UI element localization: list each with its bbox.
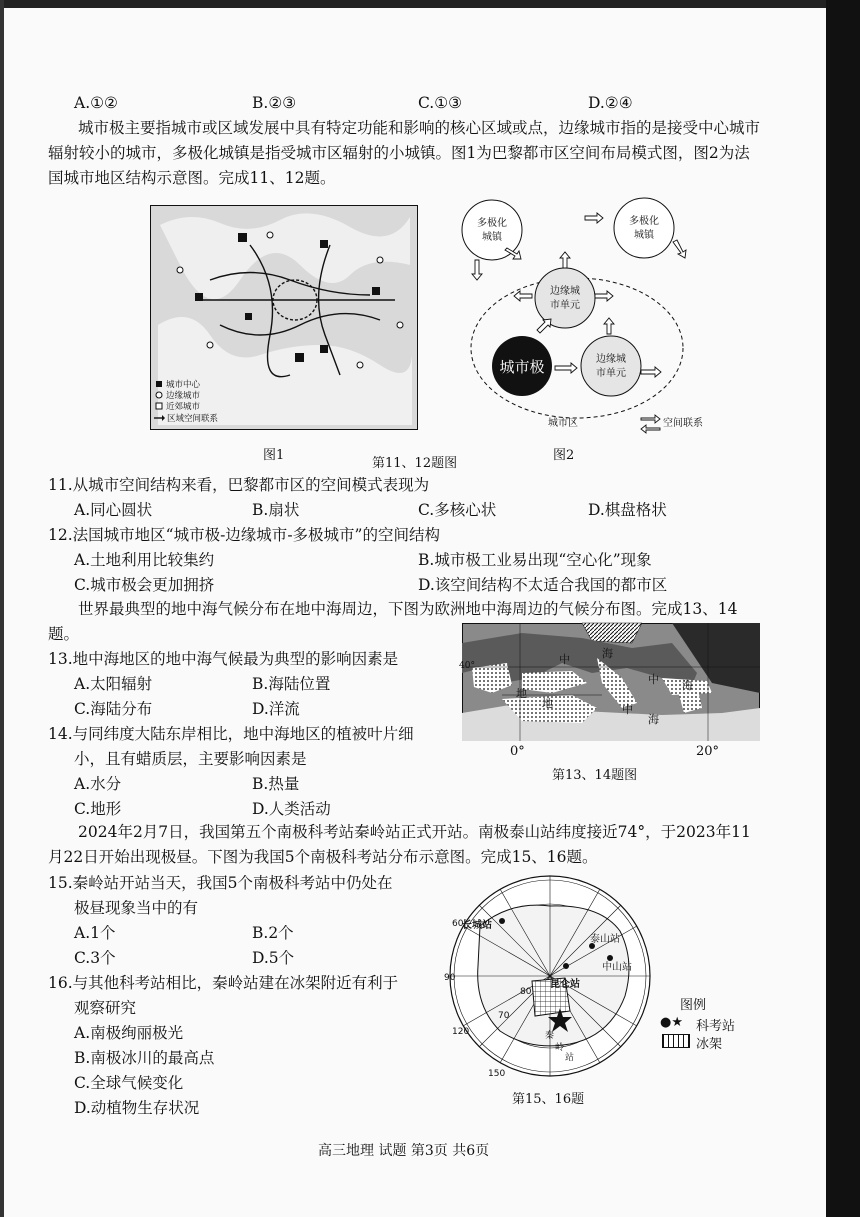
scan-border-left <box>0 0 4 1217</box>
lon-label-150: 150 <box>488 1069 506 1079</box>
antarctic-caption: 第15、16题 <box>512 1092 585 1107</box>
map13-lon0: 0° <box>510 744 525 759</box>
lat-label-80: 80 <box>520 987 532 997</box>
page-footer: 高三地理 试题 第3页 共6页 <box>318 1143 490 1159</box>
q15-option-b: B.2个 <box>252 924 294 942</box>
map13-char-8: 海 <box>682 679 693 692</box>
antarctic-legend-ice: 冰架 <box>696 1037 723 1052</box>
figure-2-caption: 图2 <box>553 448 575 463</box>
fig1-legend-link: 区域空间联系 <box>167 414 219 424</box>
fig2-legend-label: 空间联系 <box>663 418 703 429</box>
figure-1-caption: 图1 <box>263 448 285 463</box>
option-d-q10: D.②④ <box>588 94 633 112</box>
q15-stem-line2: 极昼现象当中的有 <box>74 899 199 917</box>
q12-option-b: B.城市极工业易出现“空心化”现象 <box>418 551 652 569</box>
lat-label-70: 70 <box>498 1011 510 1021</box>
figure-group-caption: 第11、12题图 <box>372 456 458 471</box>
lon-label-90: 90 <box>444 973 456 983</box>
fig2-node-edge2-line1: 边缘城 <box>596 354 626 365</box>
q16-option-d: D.动植物生存状况 <box>74 1099 200 1117</box>
q16-option-b: B.南极冰川的最高点 <box>74 1049 215 1067</box>
antarctic-legend-station: 科考站 <box>696 1019 736 1034</box>
q14-option-c: C.地形 <box>74 800 122 818</box>
fig1-legend-edge: 边缘城市 <box>166 391 201 401</box>
q13-stem: 13.地中海地区的地中海气候最为典型的影响因素是 <box>48 650 399 668</box>
fig2-area-label: 城市区 <box>548 418 578 429</box>
fig1-legend-suburb: 近郊城市 <box>166 402 201 412</box>
q14-option-b: B.热量 <box>252 775 300 793</box>
fig2-node-pole: 城市极 <box>499 358 545 376</box>
q14-option-d: D.人类活动 <box>252 800 331 818</box>
antarctic-stations-map <box>440 866 670 1082</box>
q11-option-a: A.同心圆状 <box>74 501 153 519</box>
fig2-node-edge1-line2: 市单元 <box>550 300 580 311</box>
option-c-q10: C.①③ <box>418 94 463 112</box>
intro-q15-16: 2024年2月7日，我国第五个南极科考站秦岭站正式开站。南极泰山站纬度接近74°，于2023年11月22日开始出现极昼。下图为我国5个南极科考站分布示意图。完成15、16题。 <box>48 823 751 866</box>
q14-stem-line2: 小，且有蜡质层，主要影响因素是 <box>74 750 307 768</box>
figure-1-paris-map <box>150 205 418 430</box>
q13-option-a: A.太阳辐射 <box>74 675 153 693</box>
map13-char-2: 海 <box>602 647 613 660</box>
q12-stem: 12.法国城市地区“城市极-边缘城市-多极城市”的空间结构 <box>48 526 440 544</box>
station-label-taishan: 泰山站 <box>590 934 620 945</box>
map13-char-6: 海 <box>648 713 659 726</box>
q15-stem-line1: 15.秦岭站开站当天，我国5个南极科考站中仍处在 <box>48 874 393 892</box>
antarctic-legend-station-icon: ●★ <box>660 1015 683 1030</box>
fig2-node-poly1-line1: 多极化 <box>477 218 507 229</box>
q14-option-a: A.水分 <box>74 775 122 793</box>
q13-option-b: B.海陆位置 <box>252 675 331 693</box>
antarctic-legend-title: 图例 <box>680 998 707 1013</box>
antarctic-legend-ice-swatch <box>662 1034 690 1048</box>
map13-char-3: 地 <box>516 687 527 700</box>
lon-label-120: 120 <box>452 1027 470 1037</box>
mediterranean-climate-map <box>459 623 760 741</box>
q15-option-a: A.1个 <box>74 924 116 942</box>
q15-option-c: C.3个 <box>74 949 116 967</box>
q11-option-c: C.多核心状 <box>418 501 497 519</box>
station-label-qinling-3: 站 <box>565 1053 575 1063</box>
q13-option-d: D.洋流 <box>252 700 300 718</box>
station-label-qinling-2: 岭 <box>555 1043 565 1053</box>
q12-option-a: A.土地利用比较集约 <box>74 551 215 569</box>
q16-option-c: C.全球气候变化 <box>74 1074 184 1092</box>
fig2-node-poly2-line1: 多极化 <box>629 216 659 227</box>
q14-stem-line1: 14.与同纬度大陆东岸相比，地中海地区的植被叶片细 <box>48 725 414 743</box>
option-a-q10: A.①② <box>74 94 118 112</box>
fig2-node-poly1-line2: 城镇 <box>482 232 502 243</box>
fig1-legend-center: 城市中心 <box>166 380 201 390</box>
map13-lat-label: 40° <box>459 661 475 671</box>
q11-option-b: B.扇状 <box>252 501 300 519</box>
scan-border-top <box>0 0 860 8</box>
q15-option-d: D.5个 <box>252 949 295 967</box>
map13-lon20: 20° <box>696 744 720 759</box>
map13-char-5: 中 <box>622 703 633 716</box>
q12-option-d: D.该空间结构不太适合我国的都市区 <box>418 576 668 594</box>
q16-stem-line2: 观察研究 <box>74 999 137 1017</box>
q13-option-c: C.海陆分布 <box>74 700 153 718</box>
fig2-node-edge1-line1: 边缘城 <box>550 286 580 297</box>
station-label-changcheng: 长城站 <box>462 920 492 931</box>
lon-label-60: 60 <box>452 919 464 929</box>
map13-char-1: 中 <box>559 653 570 666</box>
scan-border-right <box>826 0 860 1217</box>
intro-q13-14: 世界最典型的地中海气候分布在地中海周边，下图为欧洲地中海周边的气候分布图。完成13、14题。 <box>48 600 738 643</box>
map13-char-4: 地 <box>542 697 553 710</box>
fig2-node-poly2-line2: 城镇 <box>634 230 654 241</box>
option-b-q10: B.②③ <box>252 94 297 112</box>
fig2-node-edge2-line2: 市单元 <box>596 368 626 379</box>
station-label-qinling-1: 秦 <box>545 1031 555 1041</box>
q11-option-d: D.棋盘格状 <box>588 501 667 519</box>
station-label-zhongshan: 中山站 <box>602 962 632 973</box>
q12-option-c: C.城市极会更加拥挤 <box>74 576 215 594</box>
map13-caption: 第13、14题图 <box>552 768 638 783</box>
station-label-kunlun: 昆仑站 <box>550 979 580 990</box>
map13-char-7: 中 <box>648 673 659 686</box>
q11-stem: 11.从城市空间结构来看，巴黎都市区的空间模式表现为 <box>48 476 430 494</box>
q16-option-a: A.南极绚丽极光 <box>74 1024 184 1042</box>
q16-stem-line1: 16.与其他科考站相比，秦岭站建在冰架附近有利于 <box>48 974 399 992</box>
figure-2-structure-diagram <box>445 198 710 438</box>
intro-q11-12: 城市极主要指城市或区域发展中具有特定功能和影响的核心区域或点，边缘城市指的是接受中心城市辐射较小的城市，多极化城镇是指受城市区辐射的小城镇。图1为巴黎都市区空间布局模式图，图2为法国城市地区结构示意图。完成11、12题。 <box>48 119 761 187</box>
